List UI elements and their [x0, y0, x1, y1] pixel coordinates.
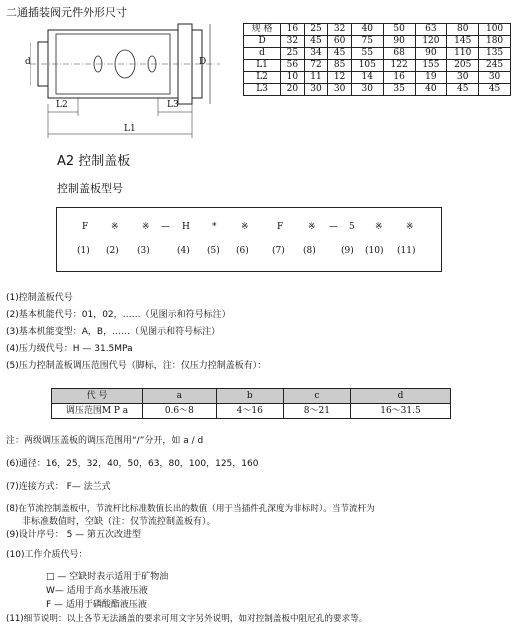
code-index: (6) — [236, 246, 249, 256]
table-header-cell: d — [350, 389, 450, 404]
code-symbol: ※ — [111, 222, 119, 232]
table-cell: 180 — [479, 36, 511, 48]
note-line: (8)在节流控制盖板中，节流杆比标准数值长出的数值（用于当插件孔深度为非标时）。当节流杆为 — [6, 504, 375, 514]
subsection-title: 控制盖板型号 — [57, 182, 123, 195]
table-cell: 20 — [281, 84, 305, 96]
table-row — [244, 72, 511, 84]
note-line: (9)设计序号： 5 — 第五次改进型 — [6, 530, 142, 540]
table-header-cell: 40 — [351, 24, 383, 36]
table-cell: 135 — [479, 48, 511, 60]
table-cell: 19 — [415, 72, 447, 84]
table-cell: 16 — [383, 72, 415, 84]
figure-title: 二通插装阀元件外形尺寸 — [6, 6, 127, 19]
table-cell: 60 — [328, 36, 352, 48]
table-cell: 30 — [351, 84, 383, 96]
table-cell: 45 — [447, 84, 479, 96]
table-cell: 155 — [415, 60, 447, 72]
table-cell: 30 — [479, 72, 511, 84]
code-symbol: F — [82, 222, 89, 232]
table-header-cell: 25 — [304, 24, 328, 36]
table-cell: 30 — [447, 72, 479, 84]
table-header-cell: 100 — [479, 24, 511, 36]
table-cell: 72 — [304, 60, 328, 72]
table-row — [244, 60, 511, 72]
table-cell: 0.6～8 — [143, 404, 217, 419]
note-line: (3)基本机能变型：A，B，……（见图示和符号标注） — [6, 327, 221, 337]
table-cell: L2 — [244, 72, 281, 84]
table-cell: 45 — [328, 48, 352, 60]
code-symbol: — — [161, 222, 170, 232]
code-symbol: 5 — [349, 222, 355, 232]
code-index: (1) — [77, 246, 90, 256]
table-cell: 调压范围M P a — [52, 404, 143, 419]
note-line: (10)工作介质代号： — [6, 550, 88, 560]
table-cell: 56 — [281, 60, 305, 72]
code-index: (9) — [341, 246, 354, 256]
table-cell: 110 — [447, 48, 479, 60]
table-header-cell: 50 — [383, 24, 415, 36]
table-cell: 4～16 — [216, 404, 283, 419]
table-cell: 35 — [383, 84, 415, 96]
table-cell: 105 — [351, 60, 383, 72]
note-two-stage: 注：两级调压盖板的调压范围用“/”分开，如 a / d — [6, 436, 204, 446]
code-index: (4) — [177, 246, 190, 256]
code-index: (2) — [106, 246, 119, 256]
table-row — [244, 48, 511, 60]
dim-label-L1: L1 — [124, 124, 136, 134]
code-index: (3) — [137, 246, 150, 256]
dim-label-D: D — [199, 57, 207, 67]
note-line: (4)压力级代号：H — 31.5MPa — [6, 344, 133, 354]
table-cell: 205 — [447, 60, 479, 72]
valve-outline-drawing — [30, 20, 230, 140]
pressure-range-table — [51, 388, 451, 419]
table-row — [244, 84, 511, 96]
note-line: (5)压力控制盖板调压范围代号（脚标，注：仅压力控制盖板有）： — [6, 361, 267, 371]
code-index: (11) — [397, 246, 416, 256]
table-header-cell: 63 — [415, 24, 447, 36]
media-item: F — 适用于磷酸酯液压液 — [46, 600, 147, 610]
table-cell: 245 — [479, 60, 511, 72]
table-cell: d — [244, 48, 281, 60]
table-cell: 25 — [281, 48, 305, 60]
media-item: W— 适用于高水基液压液 — [46, 586, 148, 596]
dim-label-L3: L3 — [167, 100, 179, 110]
table-row — [52, 404, 451, 419]
code-symbol: * — [212, 222, 217, 232]
table-cell: L3 — [244, 84, 281, 96]
table-cell: 68 — [383, 48, 415, 60]
section-title: A2 控制盖板 — [57, 154, 131, 169]
table-cell: 75 — [351, 36, 383, 48]
note-line: (2)基本机能代号：01，02，……（见图示和符号标注） — [6, 310, 231, 320]
note-line: 非标准数值时，空缺（注：仅节流控制盖板有）。 — [22, 517, 216, 527]
note-line: (11)细节说明：以上各节无法涵盖的要求可用文字另外说明，如对控制盖板中阻尼孔的要求等。 — [6, 614, 368, 624]
table-cell: 145 — [447, 36, 479, 48]
table-header-cell: 32 — [328, 24, 352, 36]
code-index: (7) — [272, 246, 285, 256]
code-symbol: — — [329, 222, 338, 232]
table-cell: 85 — [328, 60, 352, 72]
code-symbol: ※ — [142, 222, 150, 232]
table-header-cell: b — [216, 389, 283, 404]
note-line: (1)控制盖板代号 — [6, 293, 73, 303]
table-cell: 11 — [304, 72, 328, 84]
table-row — [244, 36, 511, 48]
code-symbol: ※ — [375, 222, 383, 232]
code-index: (10) — [365, 246, 384, 256]
table-header-cell: 80 — [447, 24, 479, 36]
table-header-cell: 代 号 — [52, 389, 143, 404]
table-cell: 12 — [328, 72, 352, 84]
model-code-box — [56, 207, 442, 272]
table-cell: 32 — [281, 36, 305, 48]
table-header-cell: 16 — [281, 24, 305, 36]
note-line: (7)连接方式： F— 法兰式 — [6, 482, 111, 492]
dim-label-L2: L2 — [56, 100, 68, 110]
table-cell: 122 — [383, 60, 415, 72]
table-header-cell: c — [283, 389, 350, 404]
table-cell: 34 — [304, 48, 328, 60]
code-symbol: ※ — [308, 222, 316, 232]
dim-label-d: d — [25, 57, 31, 67]
table-cell: 14 — [351, 72, 383, 84]
table-cell: 90 — [383, 36, 415, 48]
code-index: (8) — [303, 246, 316, 256]
table-header-cell: 规 格 — [244, 24, 281, 36]
table-cell: 10 — [281, 72, 305, 84]
dimension-table — [243, 23, 511, 96]
table-cell: 45 — [304, 36, 328, 48]
code-symbol: ※ — [241, 222, 249, 232]
table-cell: 8～21 — [283, 404, 350, 419]
code-symbol: F — [277, 222, 284, 232]
media-item: □ — 空缺时表示适用于矿物油 — [46, 572, 169, 582]
table-cell: 30 — [304, 84, 328, 96]
code-index: (5) — [207, 246, 220, 256]
table-cell: 45 — [479, 84, 511, 96]
code-symbol: H — [182, 222, 190, 232]
table-cell: D — [244, 36, 281, 48]
table-cell: 30 — [328, 84, 352, 96]
table-header-cell: a — [143, 389, 217, 404]
code-symbol: ※ — [406, 222, 414, 232]
table-cell: 90 — [415, 48, 447, 60]
table-cell: 55 — [351, 48, 383, 60]
table-cell: 16～31.5 — [350, 404, 450, 419]
note-line: (6)通径：16，25，32，40，50，63，80，100，125，160 — [6, 459, 259, 469]
table-cell: L1 — [244, 60, 281, 72]
table-cell: 120 — [415, 36, 447, 48]
table-cell: 40 — [415, 84, 447, 96]
